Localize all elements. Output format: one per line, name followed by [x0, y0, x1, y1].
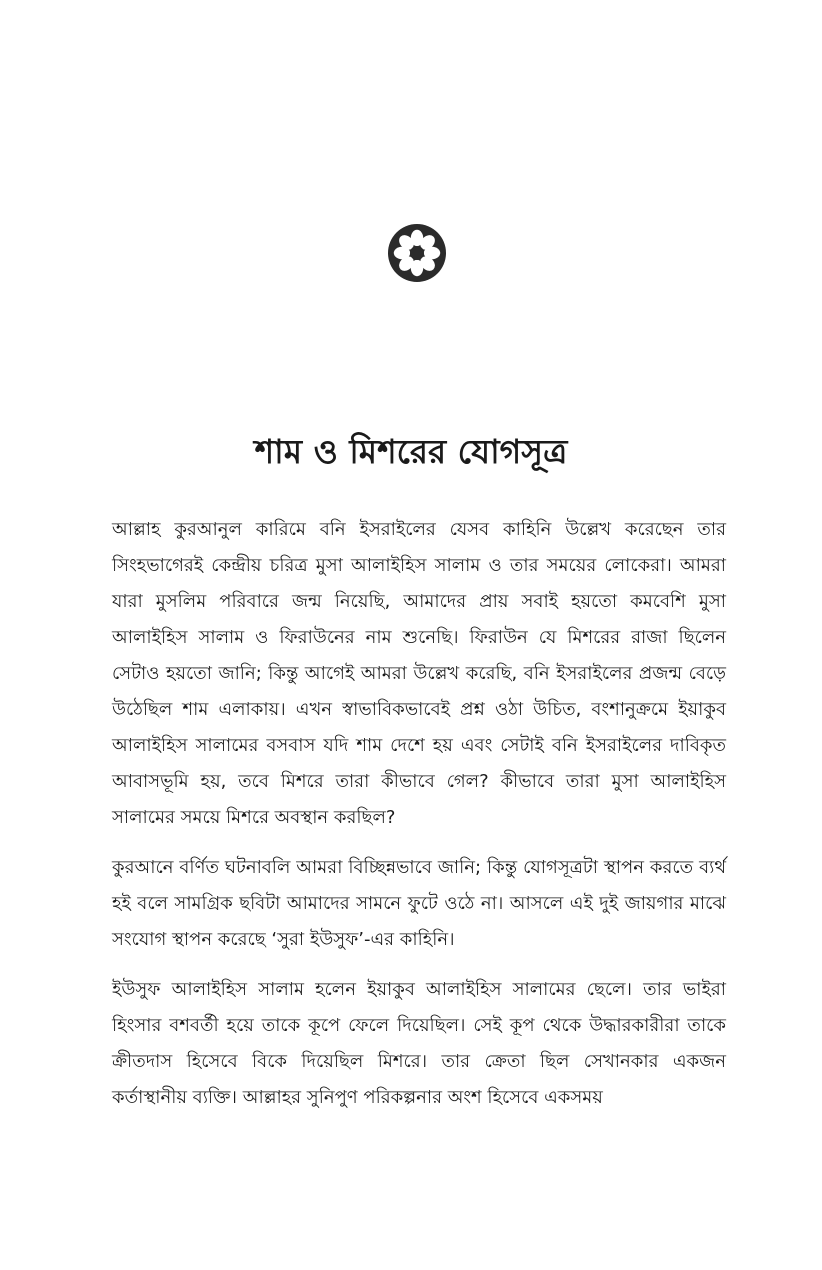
chapter-title: শাম ও মিশরের যোগসূত্র — [254, 432, 568, 471]
body-text — [112, 512, 726, 1130]
flower-ornament-icon — [386, 222, 448, 284]
paragraph-2: কুরআনে বর্ণিত ঘটনাবলি আমরা বিচ্ছিন্নভাবে জানি; কিন্তু যোগসূত্রটা স্থাপন করতে ব্যর্থ হই বলে সামগ্রিক ছবিটা আমাদের সামনে ফুটে ওঠে না। আসলে এই দুই জায়গার মাঝে সংযোগ স্থাপন করেছে ‘সুরা ইউসুফ’-এর কাহিনি। — [112, 857, 726, 950]
paragraph-1: আল্লাহ কুরআনুল কারিমে বনি ইসরাইলের যেসব কাহিনি উল্লেখ করেছেন তার সিংহভাগেরই কেন্দ্রীয় চরিত্র মুসা আলাইহিস সালাম ও তার সময়ের লোকেরা। আমরা যারা মুসলিম পরিবারে জন্ম নিয়েছি, আমাদের প্রায় সবাই হয়তো কমবেশি মুসা আলাইহিস সালাম ও ফিরাউনের নাম শুনেছি। ফিরাউন যে মিশরের রাজা ছিলেন সেটাও হয়তো জানি; কিন্তু আগেই আমরা উল্লেখ করেছি, বনি ইসরাইলের প্রজন্ম বেড়ে উঠেছিল শাম এলাকায়। এখন স্বাভাবিকভাবেই প্রশ্ন ওঠা উচিত, বংশানুক্রমে ইয়াকুব আলাইহিস সালামের বসবাস যদি শাম দেশে হয় এবং সেটাই বনি ইসরাইলের দাবিকৃত আবাসভূমি হয়, তবে মিশরে তারা কীভাবে গেল? কীভাবে তারা মুসা আলাইহিস সালামের সময়ে মিশরে অবস্থান করছিল? — [112, 519, 726, 828]
paragraph-3: ইউসুফ আলাইহিস সালাম হলেন ইয়াকুব আলাইহিস সালামের ছেলে। তার ভাইরা হিংসার বশবর্তী হয়ে তাকে কূপে ফেলে দিয়েছিল। সেই কূপ থেকে উদ্ধারকারীরা তাকে ক্রীতদাস হিসেবে বিকে দিয়েছিল মিশরে। তার ক্রেতা ছিল সেখানকার একজন কর্তাস্থানীয় ব্যক্তি। আল্লাহর সুনিপুণ পরিকল্পনার অংশ হিসেবে একসময় — [112, 979, 726, 1108]
